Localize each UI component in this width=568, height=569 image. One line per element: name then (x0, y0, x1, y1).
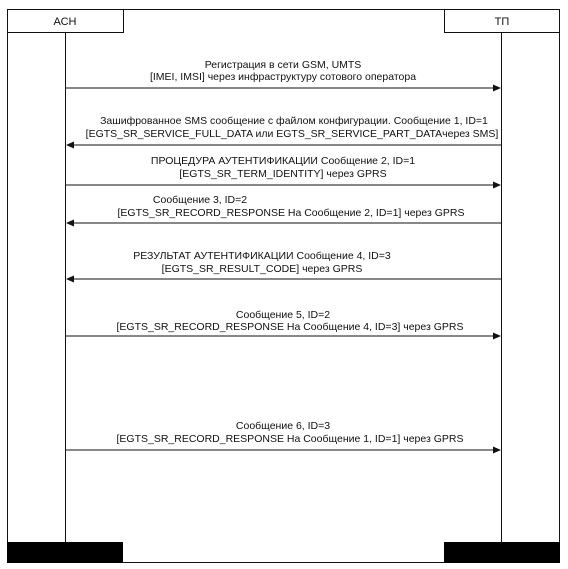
message-3-line-1: ПРОЦЕДУРА АУТЕНТИФИКАЦИИ Сообщение 2, ID=1 (150, 155, 416, 167)
message-1 (66, 59, 502, 92)
message-6-arrowhead (493, 333, 501, 340)
participant-left-label: АСН (53, 16, 77, 28)
message-4 (66, 194, 502, 227)
message-1-line-2: [IMEI, IMSI] через инфраструктуру сотового оператора (149, 71, 417, 83)
message-5-line-2: [EGTS_SR_RESULT_CODE] через GPRS (161, 263, 363, 275)
message-2-line-1: Зашифрованное SMS сообщение с файлом конфигурации. Сообщение 1, ID=1 (100, 115, 488, 127)
diagram-frame (8, 10, 560, 563)
message-6-line-1: Сообщение 5, ID=2 (235, 309, 331, 321)
message-5-line-1: РЕЗУЛЬТАТ АУТЕНТИФИКАЦИИ Сообщение 4, ID=3 (133, 250, 391, 262)
message-7-line-2: [EGTS_SR_RECORD_RESPONSE На Сообщение 1, ID=1] через GPRS (116, 433, 464, 445)
message-3 (66, 155, 502, 189)
message-5-arrowhead (66, 276, 74, 283)
message-6 (66, 309, 502, 340)
message-1-arrowhead (493, 85, 501, 92)
message-4-line-1: Сообщение 3, ID=2 (152, 194, 248, 206)
message-6-line-2: [EGTS_SR_RECORD_RESPONSE На Сообщение 4, ID=3] через GPRS (116, 321, 464, 333)
message-2-line-2: [EGTS_SR_SERVICE_FULL_DATA или EGTS_SR_SERVICE_PART_DATAчерез SMS] (85, 128, 499, 140)
message-1-line-1: Регистрация в сети GSM, UMTS (204, 59, 362, 71)
message-3-arrowhead (493, 182, 501, 189)
message-3-line-2: [EGTS_SR_TERM_IDENTITY] через GPRS (179, 168, 387, 180)
message-7 (66, 420, 502, 454)
participant-right-label: ТП (494, 16, 510, 28)
terminator-right (444, 542, 560, 563)
message-2-arrowhead (66, 142, 74, 149)
message-7-arrowhead (493, 447, 501, 454)
terminator-left (7, 542, 123, 563)
message-5 (66, 250, 502, 283)
message-2 (66, 115, 502, 149)
message-7-line-1: Сообщение 6, ID=3 (235, 420, 331, 432)
message-4-arrowhead (66, 220, 74, 227)
message-4-line-2: [EGTS_SR_RECORD_RESPONSE На Сообщение 2, ID=1] через GPRS (117, 207, 465, 219)
